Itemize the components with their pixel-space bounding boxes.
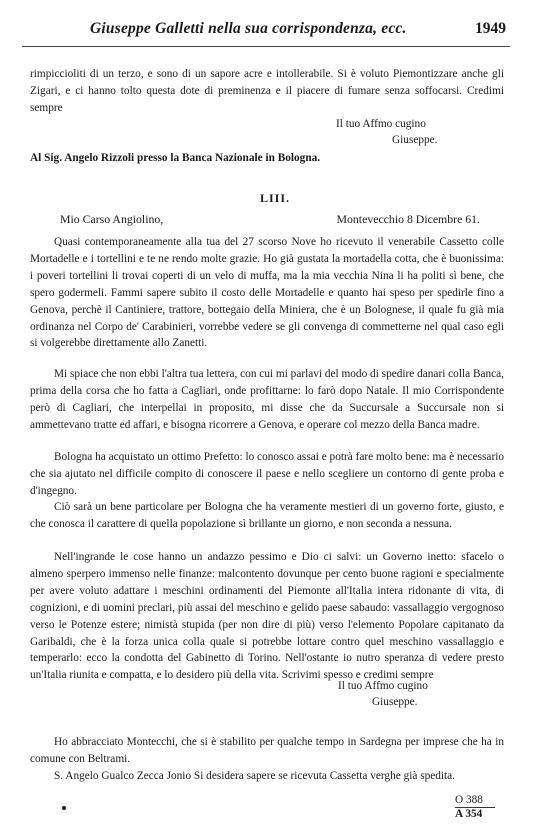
header-rule [22,46,510,47]
previous-letter-ending: rimpiccioliti di un terzo, e sono di un sapore acre e intollerabile. Si è voluto Piemontizzare anche gli Zigari, e ci hanno tolto questa dote di preminenza e il piacere di fumare senza soffocarsi. Credimi sempre [30,68,504,114]
archive-reference [455,794,495,820]
postscript-2: S. Angelo Gualco Zecca Jonio Si desidera sapere se ricevuta Cassetta verghe già spedita. [54,770,456,782]
closing: Il tuo Affmo cugino [338,680,428,692]
previous-address: Al Sig. Angelo Rizzoli presso la Banca Nazionale in Bologna. [30,152,321,164]
running-title: Giuseppe Galletti nella sua corrispondenza, ecc. [90,20,407,37]
salutation: Mio Carso Angiolino, [60,212,164,226]
archive-ref-2: A 354 [455,808,483,820]
page-number: 1949 [475,20,506,37]
previous-closing: Il tuo Affmo cugino [336,118,426,130]
place-date: Montevecchio 8 Dicembre 61. [336,212,480,226]
archive-ref-1: O 388 [455,794,495,808]
previous-signature: Giuseppe. [392,134,438,146]
running-header [0,20,550,44]
paragraph-3: Bologna ha acquistato un ottimo Prefetto: lo conosco assai e potrà fare molto bene: ma è necessario che sia ajutato nel difficile compito di conoscere il paese e nello scegliere un contorno di gente proba e d'ingegno. [30,451,504,497]
paragraph-4: Ciò sarà un bene particolare per Bologna che ha veramente mestieri di un governo forte, giusto, e che conosca il carattere di quella popolazione sì brillante un giorno, e non seconda a nessuna. [30,501,504,530]
paragraph-1: Quasi contemporaneamente alla tua del 27 scorso Nove ho ricevuto il venerabile Cassetto colle Mortadelle e i tortellini e te ne rendo molte grazie. Ho già gustata la mortadella cotta, che è buonissima: i poveri tortellini li trovai coperti di un velo di muffa, ma la mia vecchia Nina li ha politi sì bene, che spero godermeli. Fammi sapere subito il costo delle Mortadelle e quanto hai speso per spedirle fino a Genova, perchè il Cantiniere, trattore, bottegaio della Miniera, che è un Bolognese, il quale fu già mia ordinanza nel Corpo de' Carabinieri, vorrebbe vedere se gli convenga di commetterne nel qual caso egli si volgerebbe direttamente allo Zanetti. [30,236,504,350]
paragraph-2: Mi spiace che non ebbi l'altra tua lettera, con cui mi parlavi del modo di spedire danari colla Banca, prima della corsa che ho fatta a Cagliari, onde profittarne: lo farò dopo Natale. Il mio Corrispondente però di Cagliari, che interpellai in proposito, mi disse che da Succursale a Succursale non si ammettevano tratte ed affari, e bisogna ricorrere a Genova, e operare col mezzo della Banca madre. [30,368,504,431]
bullet-mark [62,806,66,810]
postscript-1: Ho abbracciato Montecchi, che si è stabilito per qualche tempo in Sardegna per imprese che ha in comune con Beltrami. [30,736,504,765]
letter-number: LIII. [259,191,290,205]
signature: Giuseppe. [372,696,418,708]
paragraph-5: Nell'ingrande le cose hanno un andazzo pessimo e Dio ci salvi: un Governo inetto: sfacelo o almeno sperpero immenso nelle finanze: malcontento dovunque per cento buone ragioni e specialmente per avere voluto adattare i meschini ordinamenti del Piemonte all'Italia intera ridonante di vita, di cognizioni, e di uomini preclari, più assai del meschino e gelido paese sabaudo: vassallaggio vergognoso verso le Potenze estere; nimistà stupida (per non dire di più) verso l'elemento Popolare capitanato da Garibaldi, che è la forza unica colla quale si potrebbe lottare contro quel meschino vassallaggio e temperarlo: ecco la condotta del Gabinetto di Torino. Nell'ostante io nutro speranza di vedere presto un'Italia riunita e compatta, e lo desidero più della vita. Scrivimi spesso e credimi sempre [30,551,504,682]
